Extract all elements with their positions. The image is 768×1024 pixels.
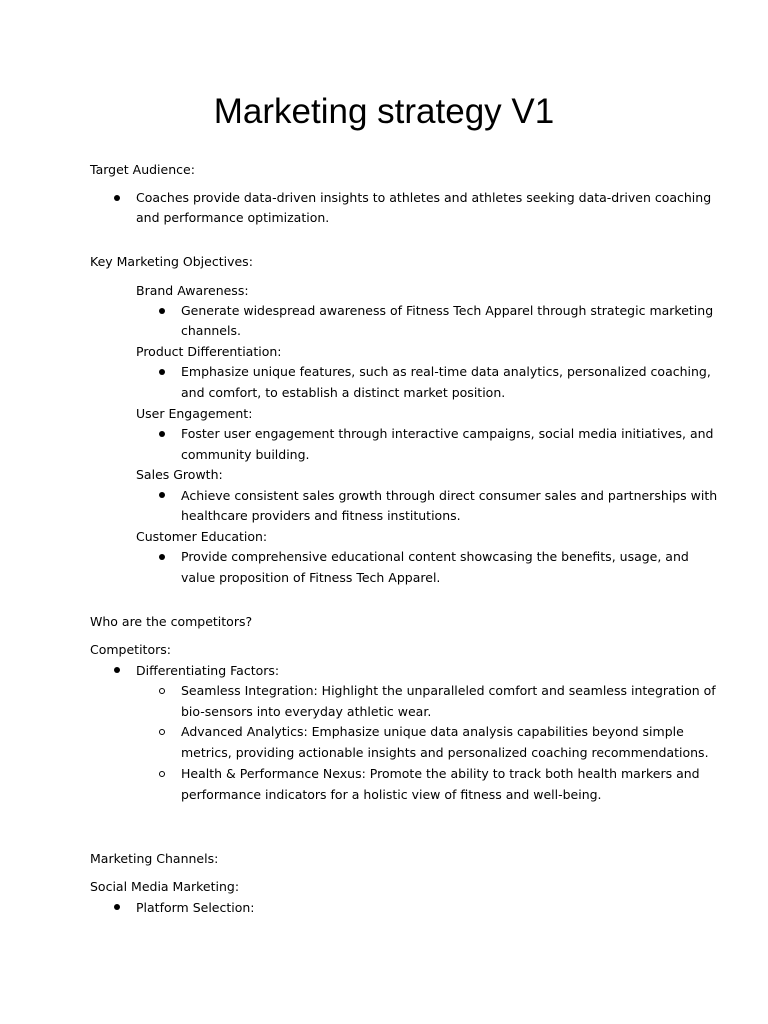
bullet-dot-icon	[114, 904, 120, 910]
objective-text-line-1: Achieve consistent sales growth through direct consumer sales and partnerships with	[181, 488, 718, 503]
objectives-heading: Key Marketing Objectives:	[90, 254, 253, 269]
factor-text-line-2: metrics, providing actionable insights and personalized coaching recommendations.	[181, 745, 709, 760]
objective-text-line-2: channels.	[181, 323, 241, 338]
competitors-question: Who are the competitors?	[90, 614, 253, 629]
bullet-circle-icon	[159, 729, 165, 735]
bullet-circle-icon	[159, 688, 165, 694]
objective-label-customer-education: Customer Education:	[136, 529, 268, 544]
differentiating-factors-label: Differentiating Factors:	[136, 663, 280, 678]
objective-text-line-2: healthcare providers and fitness institutions.	[181, 508, 461, 523]
bullet-dot-icon	[159, 492, 165, 498]
document-title: Marketing strategy V1	[213, 92, 555, 131]
bullet-dot-icon	[114, 195, 120, 201]
target-audience-line-2: and performance optimization.	[136, 210, 330, 225]
platform-selection-label: Platform Selection:	[136, 900, 255, 915]
objective-text-line-2: community building.	[181, 447, 310, 462]
objective-text-line-1: Emphasize unique features, such as real-time data analytics, personalized coaching,	[181, 364, 711, 379]
factor-text-line-1: Seamless Integration: Highlight the unparalleled comfort and seamless integration of	[181, 683, 716, 698]
factor-text-line-2: performance indicators for a holistic view of fitness and well-being.	[181, 787, 602, 802]
competitors-heading: Competitors:	[90, 642, 171, 657]
objective-label-user-engagement: User Engagement:	[136, 406, 253, 421]
target-audience-heading: Target Audience:	[90, 162, 195, 177]
bullet-circle-icon	[159, 771, 165, 777]
factor-text-line-2: bio-sensors into everyday athletic wear.	[181, 704, 432, 719]
objective-text-line-1: Provide comprehensive educational content showcasing the benefits, usage, and	[181, 549, 689, 564]
bullet-dot-icon	[114, 667, 120, 673]
bullet-dot-icon	[159, 308, 165, 314]
factor-text-line-1: Health & Performance Nexus: Promote the ability to track both health markers and	[181, 766, 700, 781]
objective-label-product-differentiation: Product Differentiation:	[136, 344, 282, 359]
objective-label-brand-awareness: Brand Awareness:	[136, 283, 249, 298]
target-audience-line-1: Coaches provide data-driven insights to athletes and athletes seeking data-driven coaching	[136, 190, 712, 205]
factor-text-line-1: Advanced Analytics: Emphasize unique data analysis capabilities beyond simple	[181, 724, 684, 739]
social-media-heading: Social Media Marketing:	[90, 879, 240, 894]
marketing-channels-heading: Marketing Channels:	[90, 851, 219, 866]
bullet-dot-icon	[159, 369, 165, 375]
objective-text-line-1: Generate widespread awareness of Fitness Tech Apparel through strategic marketing	[181, 303, 714, 318]
objective-text-line-2: and comfort, to establish a distinct market position.	[181, 385, 506, 400]
objective-text-line-2: value proposition of Fitness Tech Apparel.	[181, 570, 441, 585]
bullet-dot-icon	[159, 554, 165, 560]
objective-label-sales-growth: Sales Growth:	[136, 467, 223, 482]
bullet-dot-icon	[159, 431, 165, 437]
objective-text-line-1: Foster user engagement through interactive campaigns, social media initiatives, and	[181, 426, 714, 441]
